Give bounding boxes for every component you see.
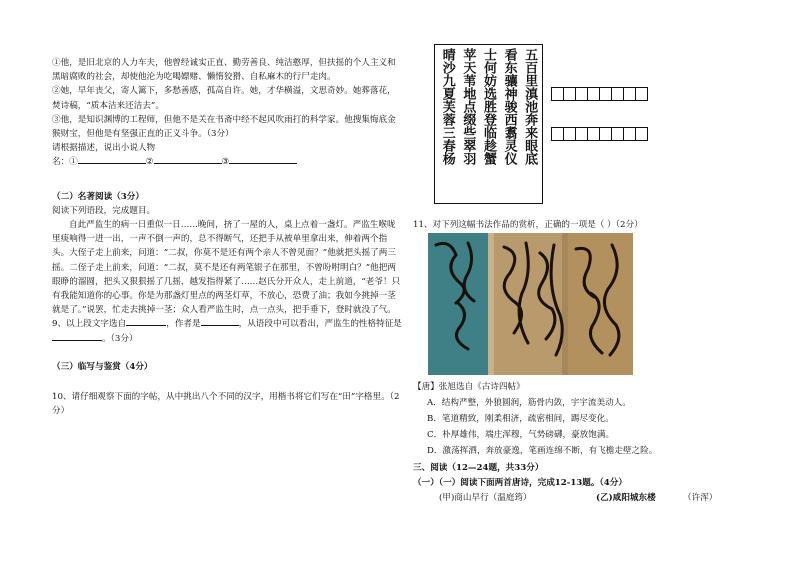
question-11: 11、对下列这幅书法作品的赏析，正确的一项是（ ）（2分） bbox=[413, 220, 643, 230]
option-a[interactable]: A．结构严整，外狼圆润，筋骨内敛，宇宇流美动人。 bbox=[427, 398, 631, 408]
poem-titles bbox=[413, 491, 783, 505]
option-d[interactable]: D．激荡挥洒，奔放豪逸，笔画连绵不断，有飞檐走壁之险。 bbox=[427, 446, 658, 456]
section-3-title: （三）临写与鉴赏（4分） bbox=[52, 361, 153, 372]
character-desc-1: ①他，是旧北京的人力车夫，他曾经诚实正直、勤劳善良、纯洁憨厚，但扶摇的个人主义和黑暗腐败的社会，却使他沦为吃喝嫖赌、懒惰狡猾、自私麻木的行尸走肉。 bbox=[52, 58, 396, 83]
calligraphy-column: 苹天苇地点缀些翠羽 bbox=[460, 48, 476, 165]
left-column bbox=[52, 56, 404, 418]
answer-blank-2[interactable] bbox=[154, 163, 222, 164]
q9-blank-2[interactable] bbox=[201, 325, 239, 326]
cursive-calligraphy-image bbox=[428, 233, 633, 375]
character-desc-2: ②她，早年丧父，寄人篱下，多愁善感，孤高自许。她，才华横溢，文思奇妙。她葬落花，焚诗稿，“质本洁来还洁去”。 bbox=[52, 86, 396, 111]
tian-grid-row-1[interactable] bbox=[552, 87, 648, 101]
section-2-title: （二）名著阅读（3分） bbox=[52, 191, 144, 202]
calligraphy-column: 五百里滇池奔来眼底 bbox=[522, 48, 538, 165]
calligraphy-column: 晴沙九夏芙蓉三春杨 bbox=[439, 48, 455, 165]
section-2-intro: 阅读下列语段，完成题目。 bbox=[52, 205, 156, 216]
artwork-caption: 【唐】张旭选自《古诗四帖》 bbox=[413, 382, 525, 392]
calligraphy-copybook bbox=[434, 44, 543, 204]
option-b[interactable]: B．笔道精致，刚柔相济，疏密相间，踢尽变化。 bbox=[427, 414, 614, 424]
q9-blank-1[interactable] bbox=[126, 325, 166, 326]
poem-title-1: (甲)商山早行（温庭筠） bbox=[439, 493, 532, 503]
tian-grid-row-2[interactable] bbox=[552, 127, 648, 141]
subsection-poems-title: （一）（一）阅读下面两首唐诗，完成12-13题。（4分） bbox=[413, 478, 627, 488]
tian-cell[interactable] bbox=[635, 127, 648, 141]
question-10: 10、请仔细观察下面的字帖，从中挑出八个不同的汉字，用楷书将它们写在“田”字格里。（2分） bbox=[52, 392, 400, 417]
poem-title-2: (乙)咸阳城东楼 bbox=[596, 493, 656, 503]
q9-blank-3[interactable] bbox=[52, 340, 102, 341]
option-c[interactable]: C．朴厚雄伟，端庄浑穆，气势磅礴，豪放饱满。 bbox=[427, 430, 615, 440]
tian-cell[interactable] bbox=[635, 87, 648, 101]
calligraphy-column: 士何妨选胜登临趁蟹 bbox=[480, 48, 496, 165]
answer-blank-3[interactable] bbox=[229, 163, 297, 164]
question-9: 9、以上段文字选自 ，作者是 ，从语段中可以看出，严监生的性格特征是。（3分） bbox=[52, 319, 402, 344]
calligraphy-column: 看东骧神骏西翥灵仪 bbox=[501, 48, 517, 165]
name-answer-line: 名：① ② ③ bbox=[52, 155, 404, 169]
answer-blank-1[interactable] bbox=[78, 163, 146, 164]
prompt-text: 请根据描述，说出小说人物 bbox=[52, 143, 156, 154]
poem-2-author: （许浑） bbox=[683, 493, 718, 503]
character-desc-3: ③他，是知识渊博的工程师，但他不是关在书斋中经不起风吹雨打的科学家。他搜集悔底金猴财宝，但他是有坚强正直的正义斗争。（3分） bbox=[52, 114, 396, 140]
section-reading-title: 三、阅读（12—24题，共33分） bbox=[413, 463, 544, 473]
passage-text: 自此严监生的病一日重似一日……晚间，挤了一屋的人，桌上点着一盏灯。严监生喉咙里痰响得一进一出，一声不倒一声的，总不得断气，还把手从被单里拿出来，伸着两个指头。大侄子走上前来，问道：“二叔，你莫不是还有两个亲人不曾见面？”他就把头摇了两三摇。二侄子走上前来，问道：“二叔，莫不是还有两笔银子在那里，不曾吩咐明白？”他把两眼睁的溜圆，把头又狠狠摇了几摇，越发指得紧了……赵氏分开众人，走上前道，“老爷！只有我能知道你的心事。你是为那盏灯里点的两茎灯草，不放心，恐费了油；我如今挑掉一茎就是了。”说罢，忙走去挑掉一茎；众人看严监生时，点一点头，把手垂下，登时就没了气。 bbox=[52, 220, 401, 316]
